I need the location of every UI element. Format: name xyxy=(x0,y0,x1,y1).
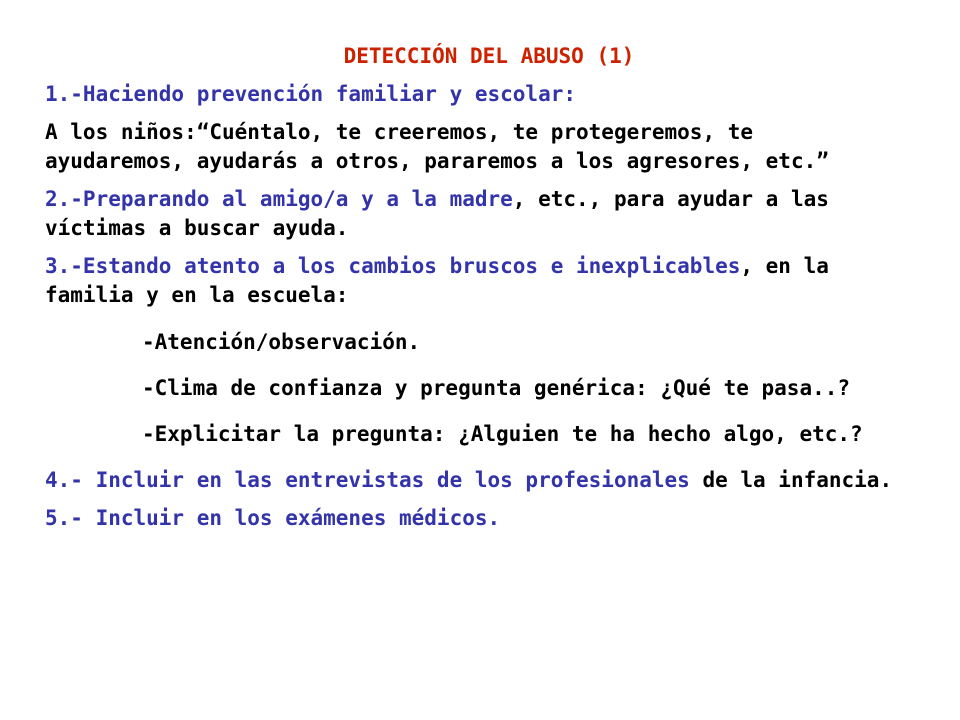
sub-item-2: -Clima de confianza y pregunta genérica: ¿Qué te pasa..? xyxy=(142,376,851,400)
item-5 xyxy=(45,504,925,533)
item-2-rest: , etc., para ayudar a las xyxy=(512,187,829,211)
item-4-rest: de la infancia. xyxy=(689,468,893,492)
item-3-rest: , en la xyxy=(740,254,829,278)
quote-line-2: ayudaremos, ayudarás a otros, pararemos a los agresores, etc.” xyxy=(45,149,829,173)
item-2 xyxy=(45,185,925,243)
quote-line-1: A los niños:“Cuéntalo, te creeremos, te protegeremos, te xyxy=(45,120,754,144)
item-1 xyxy=(45,80,925,109)
sub-item-1: -Atención/observación. xyxy=(142,330,421,354)
item-3-line-2: familia y en la escuela: xyxy=(45,283,349,307)
item-3-highlight: 3.-Estando atento a los cambios bruscos e inexplicables xyxy=(45,254,741,278)
item-5-text: 5.- Incluir en los exámenes médicos. xyxy=(45,506,501,530)
item-4-highlight: 4.- Incluir en las entrevistas de los profesionales xyxy=(45,468,690,492)
slide xyxy=(45,42,925,542)
item-1-text: 1.-Haciendo prevención familiar y escolar: xyxy=(45,82,577,106)
sub-item-3: -Explicitar la pregunta: ¿Alguien te ha hecho algo, etc.? xyxy=(142,422,863,446)
item-2-highlight: 2.-Preparando al amigo/a y a la madre xyxy=(45,187,513,211)
item-children-quote xyxy=(45,118,925,176)
slide-title: DETECCIÓN DEL ABUSO (1) xyxy=(343,44,635,68)
item-4 xyxy=(45,466,925,495)
item-2-line-2: víctimas a buscar ayuda. xyxy=(45,216,349,240)
item-3 xyxy=(45,252,925,310)
